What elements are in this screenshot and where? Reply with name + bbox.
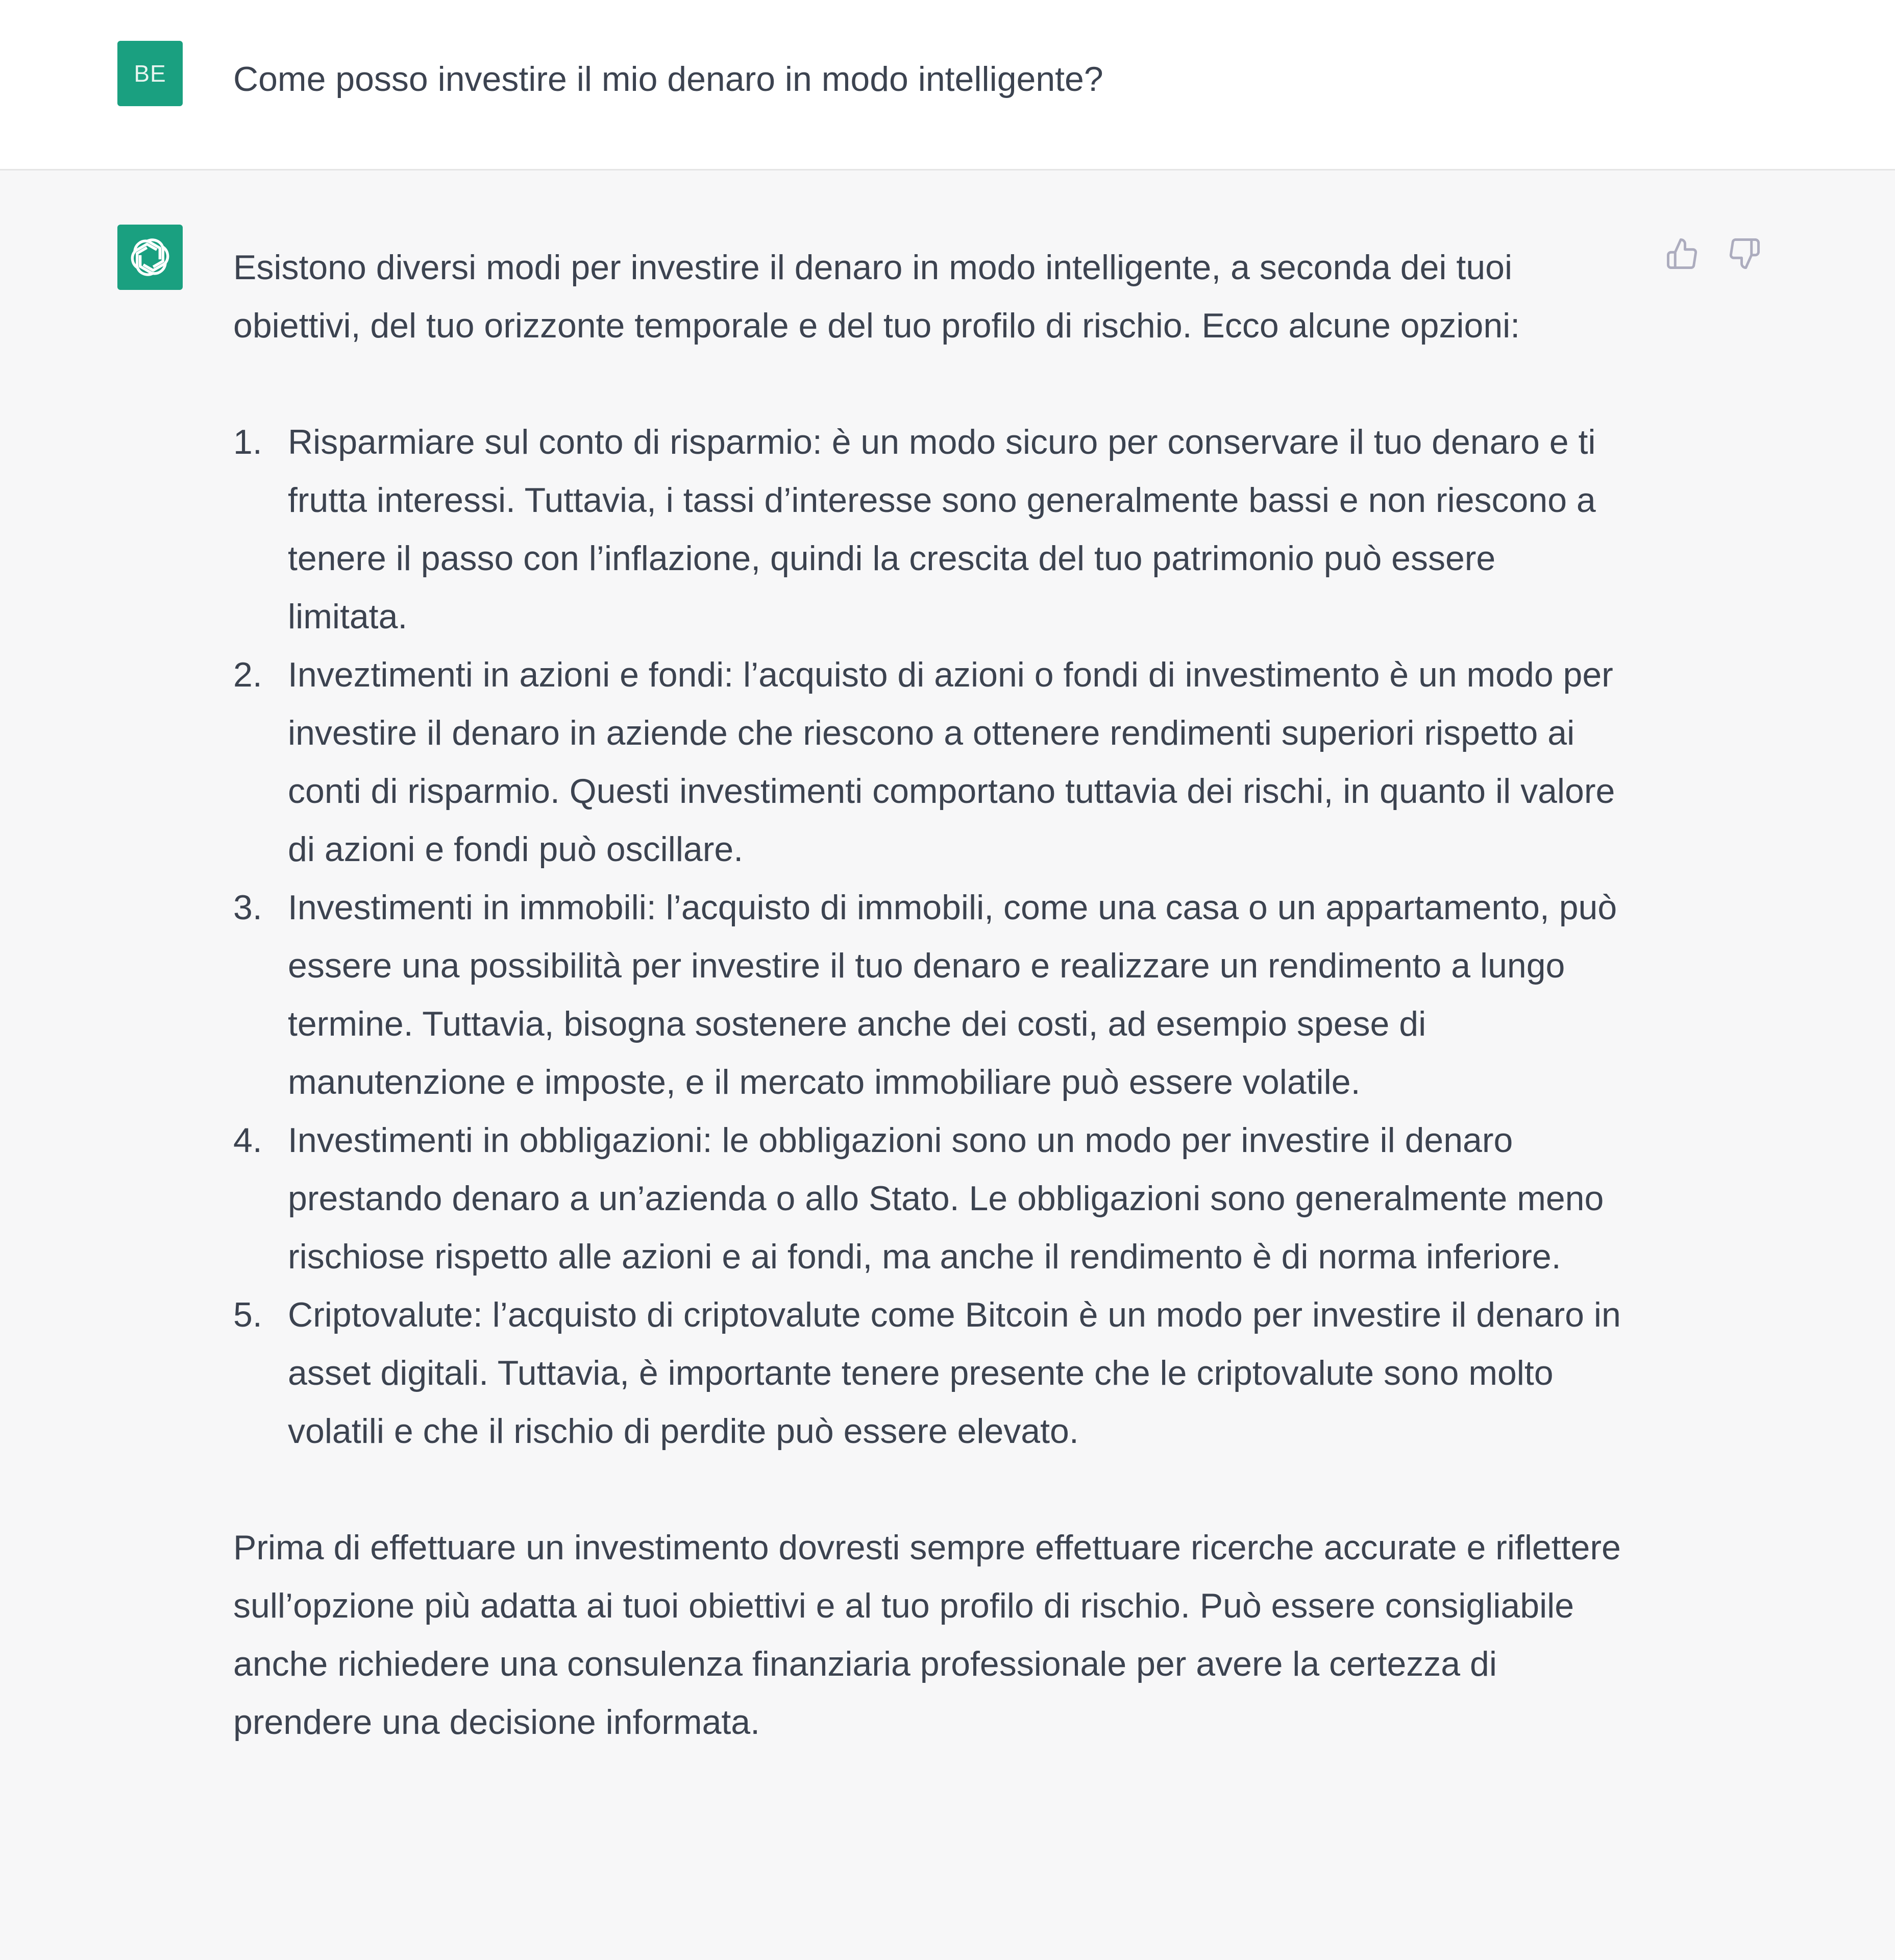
thumbs-up-button[interactable] <box>1662 233 1703 274</box>
user-avatar <box>117 41 183 106</box>
list-item <box>233 1286 1621 1460</box>
list-item-number: 5. <box>233 1295 262 1334</box>
assistant-closing: Prima di effettuare un investimento dovresti sempre effettuare ricerche accurate e riflettere sull’opzione più adatta ai tuoi obiettivi e al tuo profilo di rischio. Può essere consigliabile anche richiedere una consulenza finanziaria professionale per avere la certezza di prendere una decisione informata. <box>233 1528 1621 1742</box>
list-item-text: Risparmiare sul conto di risparmio: è un modo sicuro per conservare il tuo denaro e ti frutta interessi. Tuttavia, i tassi d’interesse sono generalmente bassi e non riescono a tenere il passo con l’inflazione, quindi la crescita del tuo patrimonio può essere limitata. <box>288 423 1596 636</box>
list-item <box>233 1111 1621 1286</box>
list-item <box>233 878 1621 1111</box>
list-item-number: 1. <box>233 423 262 461</box>
list-item-text: Criptovalute: l’acquisto di criptovalute come Bitcoin è un modo per investire il denaro in asset digitali. Tuttavia, è importante tenere presente che le criptovalute sono molto volatili e che il rischio di perdite può essere elevato. <box>288 1295 1621 1451</box>
assistant-message-row <box>0 172 1895 1960</box>
assistant-message-content <box>233 238 1621 1751</box>
thumbs-down-icon <box>1728 237 1761 271</box>
user-message-text: Come posso investire il mio denaro in modo intelligente? <box>233 60 1103 99</box>
list-item-number: 3. <box>233 888 262 927</box>
list-item-number: 2. <box>233 655 262 694</box>
options-list <box>233 413 1621 1460</box>
list-item <box>233 413 1621 646</box>
list-item <box>233 646 1621 878</box>
thumbs-up-icon <box>1665 237 1699 271</box>
list-item-number: 4. <box>233 1121 262 1160</box>
assistant-intro: Esistono diversi modi per investire il denaro in modo intelligente, a seconda dei tuoi obiettivi, del tuo orizzonte temporale e del tuo profilo di rischio. Ecco alcune opzioni: <box>233 248 1520 345</box>
list-item-text: Investimenti in obbligazioni: le obbligazioni sono un modo per investire il denaro prestando denaro a un’azienda o allo Stato. Le obbligazioni sono generalmente meno rischiose rispetto alle azioni e ai fondi, ma anche il rendimento è di norma inferiore. <box>288 1121 1604 1276</box>
user-message-row <box>0 0 1895 170</box>
list-item-text: Investimenti in immobili: l’acquisto di immobili, come una casa o un appartamento, può essere una possibilità per investire il tuo denaro e realizzare un rendimento a lungo termine. Tuttavia, bisogna sostenere anche dei costi, ad esempio spese di manutenzione e imposte, e il mercato immobiliare può essere volatile. <box>288 888 1617 1101</box>
openai-logo-icon <box>127 234 174 281</box>
user-avatar-initials: BE <box>134 60 166 87</box>
assistant-avatar <box>117 225 183 290</box>
thumbs-down-button[interactable] <box>1724 233 1765 274</box>
list-item-text: Inveztimenti in azioni e fondi: l’acquisto di azioni o fondi di investimento è un modo per investire il denaro in aziende che riescono a ottenere rendimenti superiori rispetto ai conti di risparmio. Questi investimenti comportano tuttavia dei rischi, in quanto il valore di azioni e fondi può oscillare. <box>288 655 1615 869</box>
